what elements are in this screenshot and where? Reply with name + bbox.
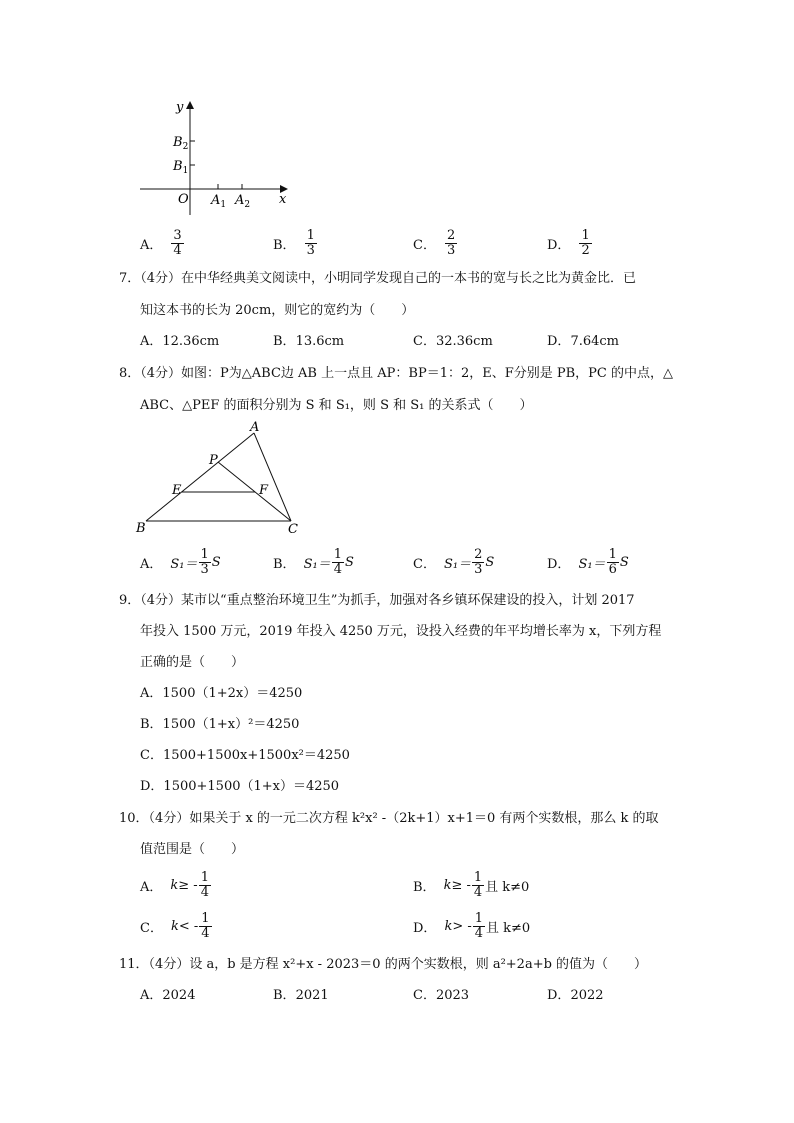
numerator: 1: [608, 546, 617, 562]
vertex-c-label: C: [288, 522, 298, 537]
fraction: [332, 548, 344, 577]
option-lhs: k> -: [444, 918, 472, 934]
option-label: A．: [140, 879, 163, 895]
q9-stem-line3: 正确的是（ ）: [140, 655, 245, 670]
option-label: A．: [140, 334, 163, 349]
q10-option-d[interactable]: [413, 909, 530, 943]
fraction: [445, 229, 457, 258]
option-label: B．: [273, 988, 296, 1003]
point-e-label: E: [172, 483, 182, 498]
q10-stem-line1: 10．（4分）如果关于 x 的一元二次方程 k²x² -（2k+1）x+1＝0 有两个实数根，那么 k 的取: [119, 811, 659, 826]
numerator: 1: [474, 910, 484, 926]
q8-option-c[interactable]: [413, 545, 494, 579]
q7-stem-line1: 7．（4分）在中华经典美文阅读中，小明同学发现自己的一本书的宽与长之比为黄金比．已: [119, 271, 637, 286]
option-lhs: k≥ -: [170, 877, 198, 893]
option-label: D．: [547, 988, 571, 1003]
fraction: [473, 912, 485, 941]
denominator: 4: [474, 925, 484, 941]
a1-label: $A_1$: [211, 193, 227, 210]
option-text: 2023: [435, 988, 470, 1003]
fraction: [472, 548, 484, 577]
fraction: [305, 229, 317, 258]
point-p-label: P: [209, 453, 218, 468]
fraction: [199, 912, 211, 941]
option-text: 12.36cm: [162, 334, 220, 349]
option-text: 2021: [295, 988, 329, 1003]
option-rhs: S: [211, 554, 221, 570]
numerator: 2: [446, 227, 456, 243]
q10-option-c[interactable]: [140, 909, 213, 943]
numerator: 3: [173, 227, 182, 243]
coordinate-figure: [130, 95, 300, 220]
fraction: [199, 548, 211, 577]
denominator: 3: [306, 242, 315, 258]
denominator: 4: [473, 884, 483, 900]
denominator: 6: [608, 561, 617, 577]
q11-option-a[interactable]: [140, 986, 195, 1006]
side-ac: [254, 433, 291, 521]
denominator: 2: [581, 242, 590, 258]
q8-option-a[interactable]: [140, 545, 221, 579]
q7-option-d[interactable]: [547, 332, 619, 352]
q7-option-b[interactable]: [273, 332, 344, 352]
denominator: 4: [333, 561, 342, 577]
vertex-a-label: A: [250, 420, 260, 435]
origin-label: O: [178, 192, 189, 207]
option-lhs: S₁＝: [303, 556, 331, 572]
option-label: D．: [413, 920, 437, 936]
fraction: [579, 229, 591, 258]
option-text: 7.64cm: [570, 334, 619, 349]
numerator: 1: [201, 910, 210, 926]
q10-stem-line2: 值范围是（ ）: [140, 842, 245, 857]
q7-stem-line2: 知这本书的长为 20cm，则它的宽约为（ ）: [140, 303, 415, 318]
q8-option-d[interactable]: [547, 545, 629, 579]
denominator: 4: [201, 925, 210, 941]
option-label: B．: [273, 556, 296, 572]
option-rhs: S: [619, 554, 629, 570]
denominator: 4: [200, 884, 209, 900]
option-label: D．: [547, 556, 571, 572]
option-lhs: k≥ -: [443, 877, 471, 893]
q6-option-c[interactable]: [413, 226, 458, 260]
option-label: C．: [413, 237, 436, 253]
q7-option-a[interactable]: [140, 332, 219, 352]
option-label: B．: [413, 879, 436, 895]
option-label: A．: [140, 237, 163, 253]
q11-option-c[interactable]: [413, 986, 469, 1006]
option-rhs: S: [344, 554, 354, 570]
option-text: 2024: [162, 988, 196, 1003]
numerator: 1: [473, 869, 483, 885]
option-lhs: S₁＝: [578, 556, 606, 572]
q6-option-d[interactable]: [547, 226, 593, 260]
option-label: A．: [140, 556, 163, 572]
option-label: B．: [273, 237, 296, 253]
q11-option-d[interactable]: [547, 986, 604, 1006]
numerator: 1: [200, 869, 209, 885]
q8-stem-line1: 8．（4分）如图：P为△ABC边 AB 上一点且 AP：BP＝1：2，E、F分别是 PB，PC 的中点，△: [119, 366, 673, 381]
option-text: 32.36cm: [435, 334, 493, 349]
triangle-figure: [130, 420, 310, 542]
option-label: D．: [547, 237, 571, 253]
denominator: 3: [474, 561, 483, 577]
point-f-label: F: [259, 483, 269, 498]
fraction: [472, 871, 484, 900]
vertex-b-label: B: [136, 521, 146, 536]
numerator: 1: [581, 227, 590, 243]
a2-label: $A_2$: [235, 193, 251, 210]
q7-option-c[interactable]: [413, 332, 493, 352]
x-label: x: [279, 192, 287, 207]
numerator: 1: [333, 546, 342, 562]
q8-option-b[interactable]: [273, 545, 354, 579]
option-text: 13.6cm: [295, 334, 345, 349]
fraction: [607, 548, 619, 577]
q8-stem-line2: ABC、△PEF 的面积分别为 S 和 S₁，则 S 和 S₁ 的关系式（ ）: [140, 398, 533, 413]
numerator: 1: [200, 546, 209, 562]
numerator: 1: [306, 227, 315, 243]
q9-option-b[interactable]: B．1500（1+x）²＝4250: [140, 717, 300, 732]
option-lhs: S₁＝: [443, 556, 472, 572]
denominator: 3: [200, 561, 209, 577]
option-label: B．: [273, 334, 296, 349]
option-rhs: S: [485, 554, 495, 570]
fraction: [199, 871, 211, 900]
denominator: 3: [446, 242, 456, 258]
q9-option-a[interactable]: A．1500（1+2x）＝4250: [140, 686, 303, 701]
option-label: A．: [140, 988, 163, 1003]
q10-option-b[interactable]: [413, 868, 529, 902]
option-label: C．: [413, 556, 436, 572]
fraction: [171, 229, 183, 258]
q6-option-b[interactable]: [273, 226, 318, 260]
b2-label: $B_2$: [173, 135, 189, 152]
b1-label: $B_1$: [173, 159, 189, 176]
q9-option-d[interactable]: D．1500+1500（1+x）＝4250: [140, 779, 340, 794]
q11-stem-line1: 11．（4分）设 a，b 是方程 x²+x - 2023＝0 的两个实数根，则 a²+2a+b 的值为（ ）: [119, 957, 648, 972]
denominator: 4: [173, 242, 182, 258]
side-ab: [146, 433, 254, 521]
option-label: C．: [413, 334, 436, 349]
y-label: y: [176, 100, 184, 115]
option-lhs: S₁＝: [170, 556, 198, 572]
numerator: 2: [474, 546, 483, 562]
q11-option-b[interactable]: [273, 986, 329, 1006]
option-text: 2022: [570, 988, 604, 1003]
option-rhs: 且 k≠0: [485, 879, 530, 895]
q9-stem-line1: 9．（4分）某市以“重点整治环境卫生”为抓手，加强对各乡镇环保建设的投入，计划 2017: [119, 593, 635, 608]
option-label: C．: [413, 988, 436, 1003]
q9-stem-line2: 年投入 1500 万元，2019 年投入 4250 万元，设投入经费的年平均增长率为 x，下列方程: [140, 624, 662, 639]
q9-option-c[interactable]: C．1500+1500x+1500x²＝4250: [140, 748, 350, 763]
option-lhs: k< -: [170, 918, 199, 934]
q10-option-a[interactable]: [140, 868, 212, 902]
option-label: C．: [140, 920, 163, 936]
q6-option-a[interactable]: [140, 226, 185, 260]
option-label: D．: [547, 334, 571, 349]
option-rhs: 且 k≠0: [486, 920, 531, 936]
y-axis-arrow: [186, 101, 194, 109]
